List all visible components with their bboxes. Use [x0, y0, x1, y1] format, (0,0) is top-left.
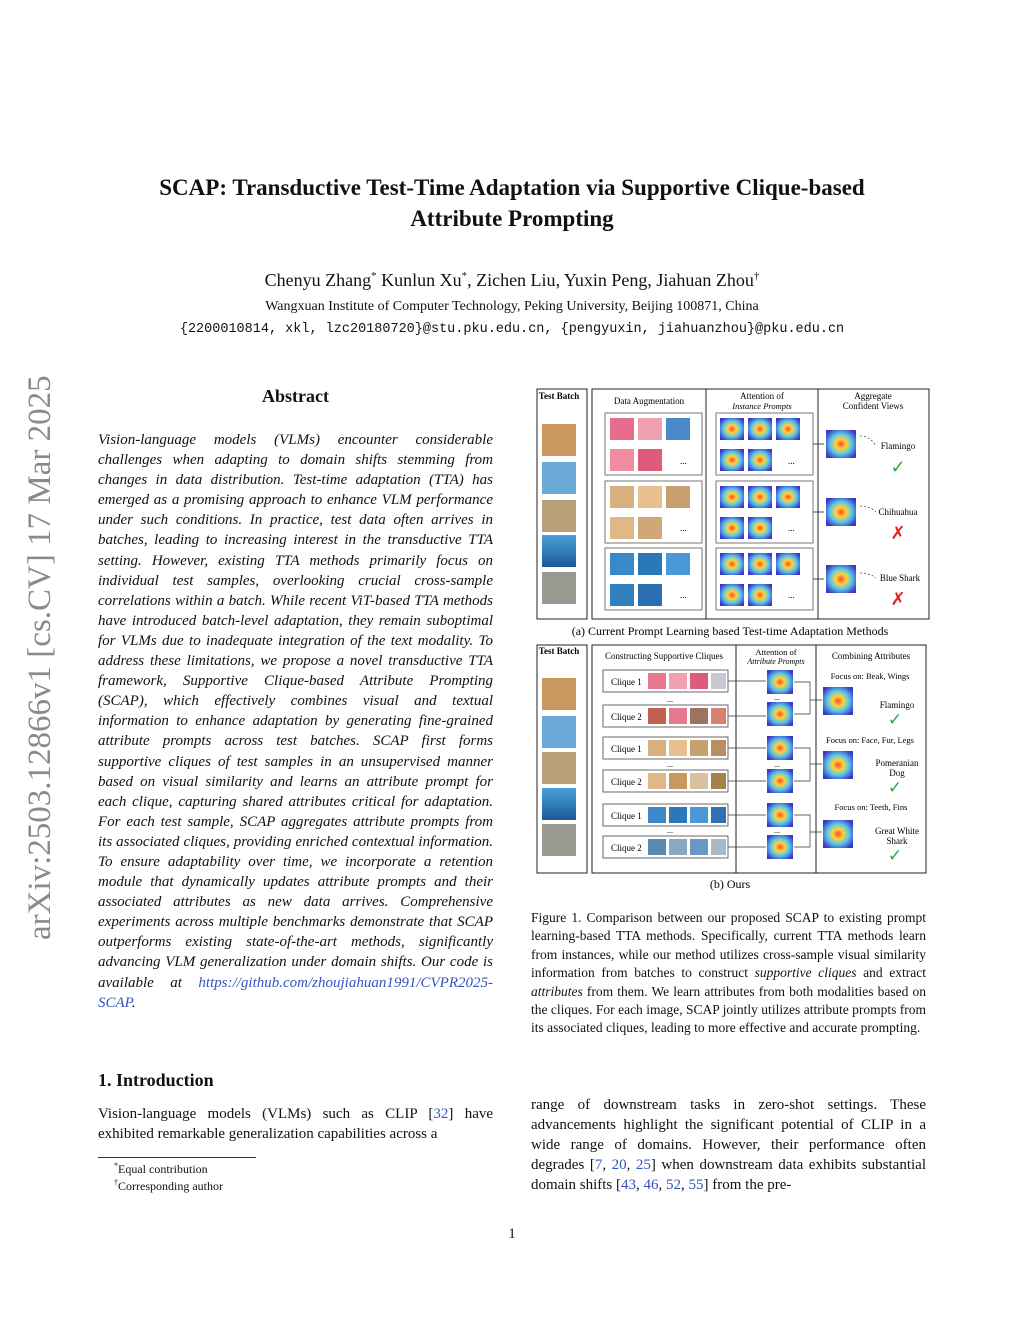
- panel-b: [537, 645, 926, 891]
- introduction-heading: 1. Introduction: [98, 1070, 214, 1090]
- author: Kunlun Xu*,: [381, 270, 477, 290]
- batch-thumb-shark: [542, 535, 576, 567]
- author-emails: {2200010814, xkl, lzc20180720}@stu.pku.edu.cn, {pengyuxin, jiahuanzhou}@pku.edu.cn: [179, 322, 845, 337]
- author: Yuxin Peng,: [563, 270, 657, 290]
- panel-b-caption: (b) Ours: [709, 877, 751, 891]
- title-line-1: SCAP: Transductive Test-Time Adaptation via Supportive Clique-based: [159, 175, 865, 200]
- author: Zichen Liu,: [476, 270, 564, 290]
- citation-link[interactable]: 52: [666, 1177, 681, 1194]
- affiliation: Wangxuan Institute of Computer Technology, Peking University, Beijing 100871, China: [265, 299, 759, 314]
- check-icon: ✓: [887, 846, 903, 865]
- class-label-pomeranian: Pomeranian: [875, 758, 919, 768]
- ellipsis-text: ...: [774, 760, 780, 769]
- panel-a-attn-sub: Instance Prompts: [732, 401, 792, 411]
- class-label-flamingo: Flamingo: [879, 700, 915, 710]
- panel-a-aggregate: [813, 430, 921, 609]
- check-icon: ✓: [887, 778, 903, 797]
- panel-a-test-batch-label: Test Batch: [538, 391, 580, 401]
- author: Chenyu Zhang*: [264, 270, 377, 290]
- batch-thumb-flamingo: [542, 462, 576, 494]
- check-icon: ✓: [890, 457, 906, 477]
- ellipsis-text: ...: [774, 826, 780, 835]
- class-label-dog: Dog: [889, 768, 905, 778]
- ellipsis-text: ...: [680, 456, 687, 466]
- class-label-blue-shark: Blue Shark: [879, 573, 921, 583]
- abstract-text: Vision-language models (VLMs) encounter considerable challenges when adapting to domain shifts stemming from changes in data distribution. Test-time adaptation (TTA) has emerged as a promising approach to enhance VLM performance under such conditions. In practice, test data often arrives in batches, leading to increasing interest in the transductive TTA setting. However, existing TTA methods primarily focus on individual test samples, overlooking crucial cross-sample correlations within a batch. While recent ViT-based TTA methods have introduced batch-level adaptation, they remain suboptimal for VLMs due to inadequate integration of the text modality. To address these limitations, we propose a novel transductive TTA framework, Supportive Clique-based Attribute Prompting (SCAP), which effectively combines visual and textual information to enhance adaptation by generating fine-grained attribute prompts across test batches. SCAP first forms supportive cliques of test samples in an unsupervised manner based on visual similarity and learns an attribute prompt for each clique, capturing shared attributes critical for adaptation. For each test sample, SCAP aggregates attribute prompts from its associated cliques, providing enriched contextual information. To ensure adaptability over time, we incorporate a retention module that dynamically updates attribute prompts and their associated attributes as new data arrives. Comprehensive experiments across multiple benchmarks demonstrate that SCAP outperforms existing state-of-the-art methods, significantly advancing VLM generalization under domain shifts. Our code is available at https://github.com/zhoujiahuan1991/CVPR2025-SCAP.: [98, 432, 493, 1011]
- panel-a-attention-maps: [716, 413, 813, 610]
- panel-a-caption: (a) Current Prompt Learning based Test-time Adaptation Methods: [571, 624, 889, 638]
- ellipsis-text: ...: [680, 590, 687, 600]
- panel-b-construct-label: Constructing Supportive Cliques: [605, 651, 723, 661]
- citation-link[interactable]: 25: [635, 1157, 651, 1174]
- panel-b-test-batch-label: Test Batch: [538, 646, 580, 656]
- check-icon: ✓: [887, 710, 903, 729]
- panel-a-aug-groups: [605, 413, 702, 610]
- citation-link[interactable]: 20: [611, 1157, 627, 1174]
- clique-label: Clique 1: [611, 677, 642, 687]
- citation-link[interactable]: 55: [688, 1177, 704, 1194]
- author-list: [0, 270, 1024, 291]
- ellipsis-text: ...: [667, 695, 673, 704]
- class-label-chihuahua: Chihuahua: [878, 507, 918, 517]
- figure-caption: Figure 1. Comparison between our proposed SCAP to existing prompt learning-based TTA methods. Specifically, current TTA methods learn from instances, while our method utilizes cross-sample visual similarity information from batches to construct supportive cliques and extract attributes from them. We learn attributes from both modalities based on the cliques. For each image, SCAP jointly utilizes attribute prompts from its associated cliques, leading to more effective and accurate prompting.: [531, 910, 927, 1036]
- page-number: 1: [508, 1226, 516, 1242]
- focus-label: Focus on: Teeth, Fins: [834, 802, 908, 812]
- panel-b-attn-label: Attention of: [755, 647, 797, 657]
- panel-b-attn-sub: Attribute Prompts: [747, 657, 805, 666]
- panel-a-aug-label: Data Augmentation: [613, 396, 685, 406]
- ellipsis-text: ...: [667, 760, 673, 769]
- paper-title: [0, 172, 1024, 234]
- focus-label: Focus on: Beak, Wings: [830, 671, 910, 681]
- batch-thumb-wolf: [542, 572, 576, 604]
- citation-link[interactable]: 7: [594, 1157, 603, 1174]
- panel-b-test-images: [542, 678, 576, 856]
- panel-b-cliques: [603, 670, 766, 858]
- introduction-right-text: range of downstream tasks in zero-shot settings. These advancements highlight the significant potential of CLIP in a wide range of domains. However, their performance often degrades [7, 20, 25] when downstream data exhibits substantial domain shifts [43, 46, 52, 55] from the pre-: [531, 1097, 926, 1194]
- batch-thumb-dog: [542, 424, 576, 456]
- introduction-left-text: Vision-language models (VLMs) such as CLIP [32] have exhibited remarkable generalization capabilities across a: [98, 1106, 494, 1143]
- code-link[interactable]: https://github.com/zhoujiahuan1991/CVPR2025-SCAP: [98, 974, 493, 1011]
- ellipsis-text: ...: [680, 523, 687, 533]
- citation-link[interactable]: 43: [621, 1177, 636, 1194]
- clique-label: Clique 2: [611, 843, 642, 853]
- footnote-equal-contribution: *Equal contribution: [114, 1161, 208, 1176]
- class-label-shark: Shark: [886, 836, 908, 846]
- class-label-great-white: Great White: [874, 826, 920, 836]
- panel-b-attention-maps: [767, 670, 793, 859]
- ellipsis-text: ...: [667, 826, 673, 835]
- title-line-2: Attribute Prompting: [410, 206, 614, 231]
- batch-thumb-chihuahua: [542, 500, 576, 532]
- panel-a-test-images: [542, 424, 576, 604]
- panel-b-combine: [794, 671, 919, 865]
- panel-a-agg-sub: Confident Views: [842, 401, 904, 411]
- clique-label: Clique 2: [611, 712, 642, 722]
- ellipsis-text: ...: [788, 456, 795, 466]
- figure-1: [530, 386, 930, 896]
- ellipsis-text: ...: [774, 693, 780, 702]
- ellipsis-text: ...: [788, 523, 795, 533]
- author: Jiahuan Zhou†: [656, 270, 760, 290]
- abstract-heading: Abstract: [262, 386, 329, 406]
- footnote-divider: [98, 1157, 256, 1158]
- cross-icon: ✗: [890, 589, 906, 609]
- panel-b-combine-label: Combining Attributes: [831, 651, 911, 661]
- clique-label: Clique 1: [611, 744, 642, 754]
- clique-label: Clique 1: [611, 811, 642, 821]
- ellipsis-text: ...: [788, 590, 795, 600]
- clique-label: Clique 2: [611, 777, 642, 787]
- citation-link[interactable]: 46: [643, 1177, 659, 1194]
- panel-a-agg-label: Aggregate: [854, 391, 892, 401]
- focus-label: Focus on: Face, Fur, Legs: [826, 735, 914, 745]
- cross-icon: ✗: [890, 523, 906, 543]
- citation-link[interactable]: 32: [433, 1106, 449, 1122]
- footnote-corresponding-author: †Corresponding author: [114, 1178, 223, 1193]
- panel-a-attn-label: Attention of: [740, 391, 784, 401]
- panel-a: [537, 389, 929, 638]
- class-label-flamingo: Flamingo: [880, 441, 916, 451]
- arxiv-stamp: arXiv:2503.12866v1 [cs.CV] 17 Mar 2025: [22, 375, 58, 940]
